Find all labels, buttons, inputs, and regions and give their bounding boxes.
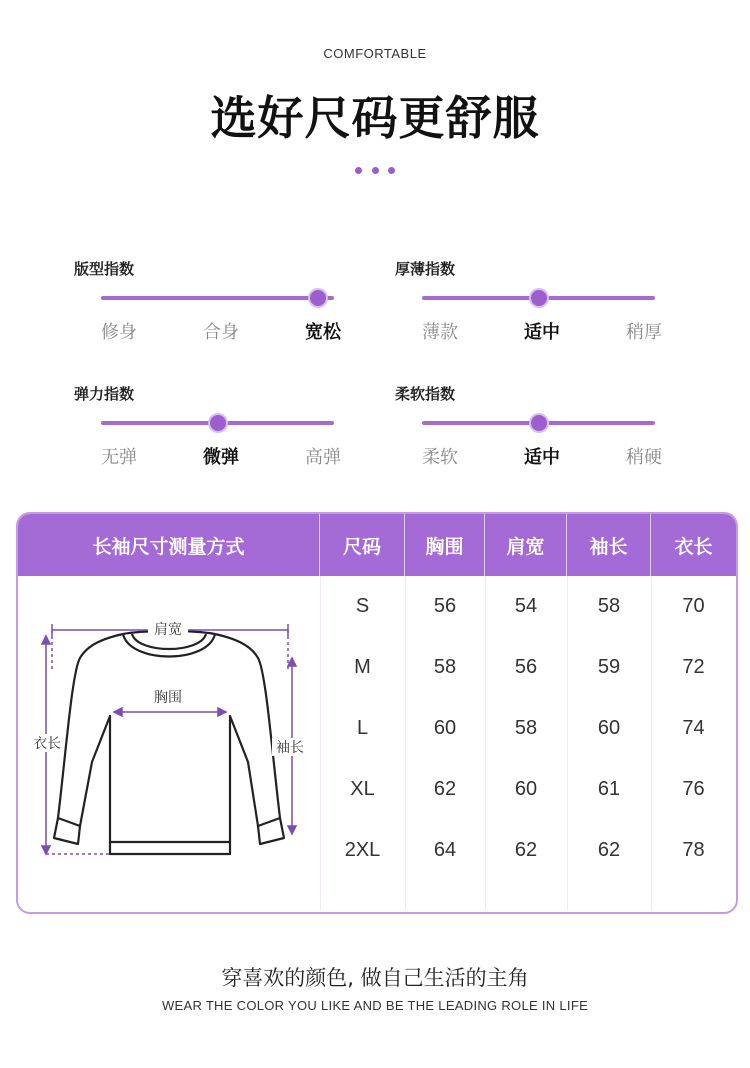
index-option-selected: 适中 [524, 447, 560, 468]
cell-shoulder: 58 [514, 717, 538, 739]
cell-size: L [356, 717, 369, 739]
label-sleeve: 袖长 [276, 740, 304, 756]
cell-shoulder: 56 [514, 656, 538, 678]
label-shoulder: 肩宽 [154, 622, 182, 638]
index-track [101, 296, 334, 300]
cell-chest: 58 [433, 656, 457, 678]
index-option: 合身 [203, 322, 239, 343]
sweater-measurement-diagram [30, 572, 310, 872]
table-row [320, 698, 736, 759]
cell-shoulder: 60 [514, 778, 538, 800]
sweater-outline-icon [54, 631, 284, 854]
index-title: 柔软指数 [395, 385, 456, 403]
index-option-selected: 宽松 [305, 322, 341, 343]
cell-length: 72 [682, 656, 705, 678]
index-softness [395, 383, 662, 483]
index-option: 柔软 [422, 447, 458, 468]
dot-icon [372, 167, 379, 174]
index-options [422, 443, 662, 469]
index-option: 无弹 [101, 447, 137, 468]
cell-size: M [354, 656, 371, 678]
index-option-selected: 适中 [524, 322, 560, 343]
index-options [101, 318, 341, 344]
cell-chest: 60 [433, 717, 457, 739]
cell-length: 70 [682, 595, 705, 617]
index-option: 稍厚 [626, 322, 662, 343]
cell-shoulder: 54 [514, 595, 538, 617]
dot-icon [388, 167, 395, 174]
measure-method-title: 长袖尺寸测量方式 [18, 514, 320, 576]
dot-icon [355, 167, 362, 174]
index-option: 稍硬 [626, 447, 662, 468]
index-knob [210, 415, 226, 431]
index-stretch [74, 383, 341, 483]
cell-length: 76 [682, 778, 705, 800]
cell-sleeve: 60 [597, 717, 621, 739]
table-row [320, 820, 736, 881]
cell-length: 74 [682, 717, 705, 739]
cell-chest: 62 [433, 778, 457, 800]
page-title: 选好尺码更舒服 [210, 91, 540, 145]
header-sleeve: 袖长 [567, 514, 651, 576]
cell-shoulder: 62 [514, 839, 538, 861]
cell-sleeve: 62 [597, 839, 621, 861]
slogan-english: WEAR THE COLOR YOU LIKE AND BE THE LEADING ROLE IN LIFE [161, 998, 589, 1013]
cell-sleeve: 59 [597, 656, 621, 678]
cell-size: XL [350, 778, 375, 800]
index-knob [531, 415, 547, 431]
cell-chest: 56 [433, 595, 457, 617]
label-length: 衣长 [33, 736, 61, 752]
index-fit [74, 258, 341, 358]
slogan-chinese: 穿喜欢的颜色, 做自己生活的主角 [221, 966, 529, 990]
cell-size: S [355, 595, 370, 617]
index-options [101, 443, 341, 469]
index-option: 薄款 [422, 322, 458, 343]
header-length: 衣长 [674, 535, 713, 558]
size-table-body [320, 576, 736, 881]
header-chest: 胸围 [405, 514, 485, 576]
index-title: 厚薄指数 [395, 260, 456, 278]
table-row [320, 576, 736, 637]
index-options [422, 318, 662, 344]
index-option: 修身 [101, 322, 137, 343]
decorative-dots [355, 167, 395, 174]
index-thickness [395, 258, 662, 358]
cell-sleeve: 58 [597, 595, 621, 617]
cell-sleeve: 61 [597, 778, 621, 800]
size-table-header [18, 514, 736, 576]
index-option: 高弹 [305, 447, 341, 468]
index-knob [531, 290, 547, 306]
index-option-selected: 微弹 [203, 447, 239, 468]
index-title: 弹力指数 [74, 385, 135, 403]
index-title: 版型指数 [74, 260, 135, 278]
cell-size: 2XL [344, 839, 381, 861]
table-row [320, 637, 736, 698]
cell-length: 78 [682, 839, 705, 861]
index-knob [310, 290, 326, 306]
label-chest: 胸围 [154, 690, 182, 706]
header-shoulder: 肩宽 [485, 514, 567, 576]
table-row [320, 759, 736, 820]
header-size: 尺码 [320, 514, 405, 576]
eyebrow-text: COMFORTABLE [323, 46, 427, 61]
cell-chest: 64 [433, 839, 457, 861]
